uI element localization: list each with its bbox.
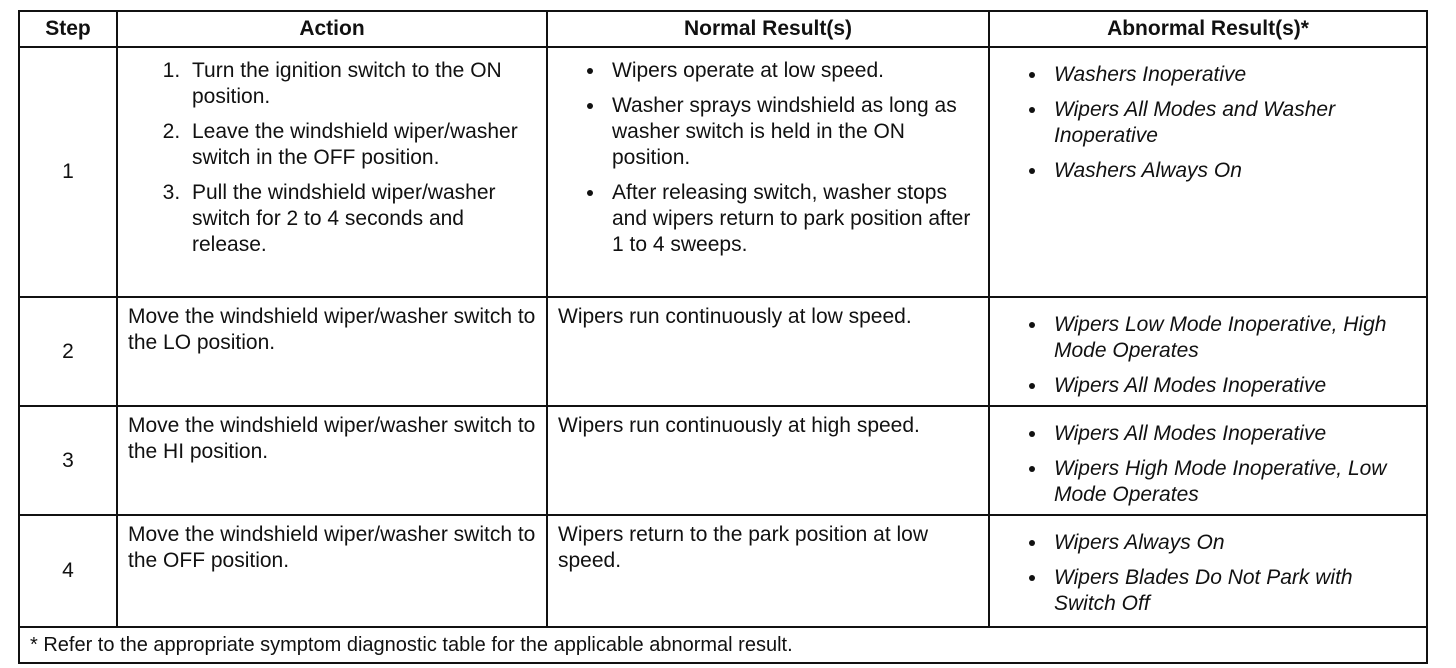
normal-results-cell: [547, 47, 989, 297]
normal-results-cell: Wipers run continuously at low speed.: [547, 297, 989, 406]
abnormal-result: • Wipers High Mode Inoperative, Low Mode Operates: [1048, 456, 1416, 508]
abnormal-result: • Washers Inoperative: [1048, 62, 1416, 88]
normal-result: • Washer sprays windshield as long as washer switch is held in the ON position.: [606, 93, 978, 171]
abnormal-result: • Wipers All Modes Inoperative: [1048, 421, 1416, 447]
header-normal-results: Normal Result(s): [547, 11, 989, 47]
action-step: 1. Turn the ignition switch to the ON position.: [186, 58, 536, 110]
normal-results-list: [558, 58, 978, 258]
abnormal-results-list: [1000, 62, 1416, 184]
header-abnormal-results: Abnormal Result(s)*: [989, 11, 1427, 47]
action-cell: Move the windshield wiper/washer switch to the LO position.: [117, 297, 547, 406]
abnormal-result: • Wipers All Modes and Washer Inoperative: [1048, 97, 1416, 149]
normal-results-cell: Wipers run continuously at high speed.: [547, 406, 989, 515]
abnormal-results-list: [1000, 312, 1416, 399]
diagnostic-table: [18, 10, 1428, 664]
abnormal-results-cell: [989, 406, 1427, 515]
abnormal-result: • Wipers Blades Do Not Park with Switch Off: [1048, 565, 1416, 617]
abnormal-result: • Wipers Always On: [1048, 530, 1416, 556]
header-row: [19, 11, 1427, 47]
abnormal-results-cell: [989, 515, 1427, 627]
footnote-row: [19, 627, 1427, 663]
action-cell: Move the windshield wiper/washer switch to the OFF position.: [117, 515, 547, 627]
normal-results-cell: Wipers return to the park position at low speed.: [547, 515, 989, 627]
header-action: Action: [117, 11, 547, 47]
action-steps-list: [128, 58, 536, 258]
action-step: 2. Leave the windshield wiper/washer switch in the OFF position.: [186, 119, 536, 171]
table-row: [19, 47, 1427, 297]
abnormal-result: • Washers Always On: [1048, 158, 1416, 184]
action-step: 3. Pull the windshield wiper/washer switch for 2 to 4 seconds and release.: [186, 180, 536, 258]
abnormal-results-list: [1000, 421, 1416, 508]
step-number: 3: [19, 406, 117, 515]
normal-result: • Wipers operate at low speed.: [606, 58, 978, 84]
step-number: 4: [19, 515, 117, 627]
header-step: Step: [19, 11, 117, 47]
table-row: [19, 406, 1427, 515]
abnormal-results-list: [1000, 530, 1416, 617]
footnote: * Refer to the appropriate symptom diagnostic table for the applicable abnormal result.: [19, 627, 1427, 663]
table-row: [19, 297, 1427, 406]
table-row: [19, 515, 1427, 627]
normal-result: • After releasing switch, washer stops and wipers return to park position after 1 to 4 sweeps.: [606, 180, 978, 258]
step-number: 1: [19, 47, 117, 297]
abnormal-results-cell: [989, 297, 1427, 406]
action-cell: Move the windshield wiper/washer switch to the HI position.: [117, 406, 547, 515]
step-number: 2: [19, 297, 117, 406]
abnormal-result: • Wipers All Modes Inoperative: [1048, 373, 1416, 399]
abnormal-result: • Wipers Low Mode Inoperative, High Mode Operates: [1048, 312, 1416, 364]
abnormal-results-cell: [989, 47, 1427, 297]
action-cell: [117, 47, 547, 297]
